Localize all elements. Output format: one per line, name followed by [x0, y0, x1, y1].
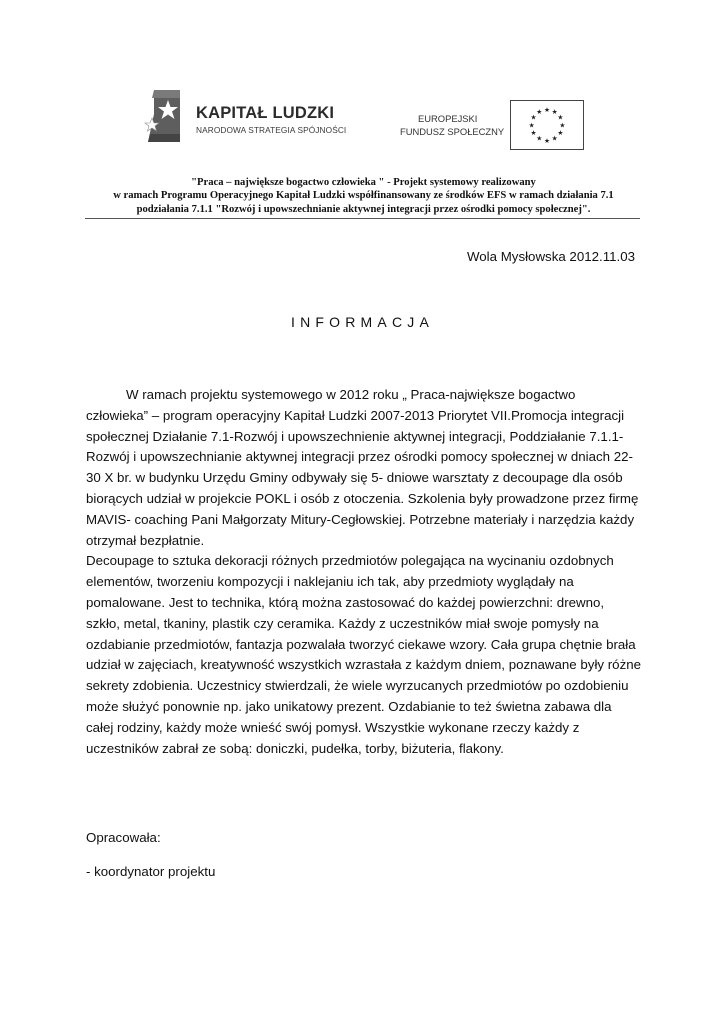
svg-text:★: ★ — [543, 106, 551, 115]
body-line: 30 X br. w budynku Urzędu Gminy odbywały się 5- dniowe warsztaty z decoupage dla osób — [86, 470, 623, 486]
body-line: uczestników zabrał ze sobą: doniczki, pudełka, torby, biżuteria, flakony. — [86, 740, 504, 756]
header-divider — [85, 218, 640, 219]
body-line: Rozwój i upowszechnianie aktywnej integracji przez ośrodki pomocy społecznej w dniach 22- — [86, 449, 633, 465]
body-line: może służyć ponownie np. jako unikatowy prezent. Ozdabianie to też świetna zabawa dla — [86, 698, 612, 714]
document-body — [86, 385, 646, 759]
svg-text:★: ★ — [536, 134, 543, 143]
body-line: MAVIS- coaching Pani Małgorzaty Mitury-Cegłowskiej. Potrzebne materiały i narzędzia każdy — [86, 511, 635, 527]
svg-text:★: ★ — [530, 113, 537, 122]
svg-text:★: ★ — [543, 136, 551, 145]
svg-text:★: ★ — [530, 129, 537, 138]
svg-text:★: ★ — [528, 121, 535, 130]
body-line: ozdabianie przedmiotów, fantazja pozwalała tworzyć ciekawe wzory. Cała grupa chętnie brała — [86, 636, 636, 652]
efs-label-line2: FUNDUSZ SPOŁECZNY — [400, 126, 505, 137]
document-date: Wola Mysłowska 2012.11.03 — [466, 249, 635, 264]
document-title: INFORMACJA — [291, 314, 434, 330]
body-line: szkło, metal, tkaniny, plastik czy ceramika. Każdy z uczestników miał swoje pomysły na — [86, 615, 599, 631]
body-line: pomalowane. Jest to technika, którą można zastosować do każdej powierzchni: drewno, — [86, 594, 605, 610]
body-line: społecznej Działanie 7.1-Rozwój i upowszechnienie aktywnej integracji, Poddziałanie 7.1.1- — [86, 428, 624, 444]
svg-text:★: ★ — [551, 134, 558, 143]
banner-line-1: "Praca – największe bogactwo człowieka " - Projekt systemowy realizowany — [191, 177, 536, 188]
body-line: udział w zajęciach, kreatywność wszystkich wzrastała z każdym dniem, poznawane były różne — [86, 657, 642, 673]
body-line: elementów, tworzeniu kompozycji i naklejaniu ich tak, aby przedmioty wyglądały na — [86, 574, 574, 590]
body-line: człowieka” – program operacyjny Kapitał Ludzki 2007-2013 Priorytet VII.Promocja integracji — [86, 407, 625, 423]
signature-role: - koordynator projektu — [86, 864, 216, 879]
project-banner — [80, 176, 647, 216]
body-line: W ramach projektu systemowego w 2012 roku „ Praca-największe bogactwo — [126, 387, 576, 402]
svg-text:★: ★ — [557, 129, 564, 138]
body-line: Decoupage to sztuka dekoracji różnych przedmiotów polegająca na wycinaniu ozdobnych — [86, 553, 614, 569]
svg-text:★: ★ — [536, 108, 543, 117]
svg-text:★: ★ — [559, 121, 566, 130]
eu-flag-icon — [510, 100, 584, 150]
body-line: biorących udział w projekcie POKL i osób z otoczenia. Szkolenia były prowadzone przez firmę — [86, 490, 639, 506]
program-name: KAPITAŁ LUDZKI — [196, 104, 335, 122]
banner-line-3: podziałania 7.1.1 "Rozwój i upowszechnianie aktywnej integracji przez ośrodki pomocy społecznej". — [136, 203, 591, 215]
banner-line-2: w ramach Programu Operacyjnego Kapitał Ludzki współfinansowany ze środków EFS w ramach działania 7.1 — [113, 190, 614, 202]
svg-text:★: ★ — [557, 113, 564, 122]
body-line: sekrety zdobienia. Uczestnicy stwierdzali, że wiele wyrzucanych przedmiotów po ozdobieniu — [86, 678, 629, 694]
body-line: otrzymał bezpłatnie. — [86, 532, 205, 548]
program-subtitle: NARODOWA STRATEGIA SPÓJNOŚCI — [196, 125, 347, 135]
efs-label-line1: EUROPEJSKI — [418, 113, 478, 124]
svg-text:★: ★ — [551, 108, 558, 117]
kapital-ludzki-logo-icon — [140, 84, 200, 146]
body-line: całej rodziny, każdy może wnieść swój pomysł. Wszystkie wykonane rzeczy każdy z — [86, 719, 580, 735]
prepared-by-label: Opracowała: — [86, 830, 161, 845]
